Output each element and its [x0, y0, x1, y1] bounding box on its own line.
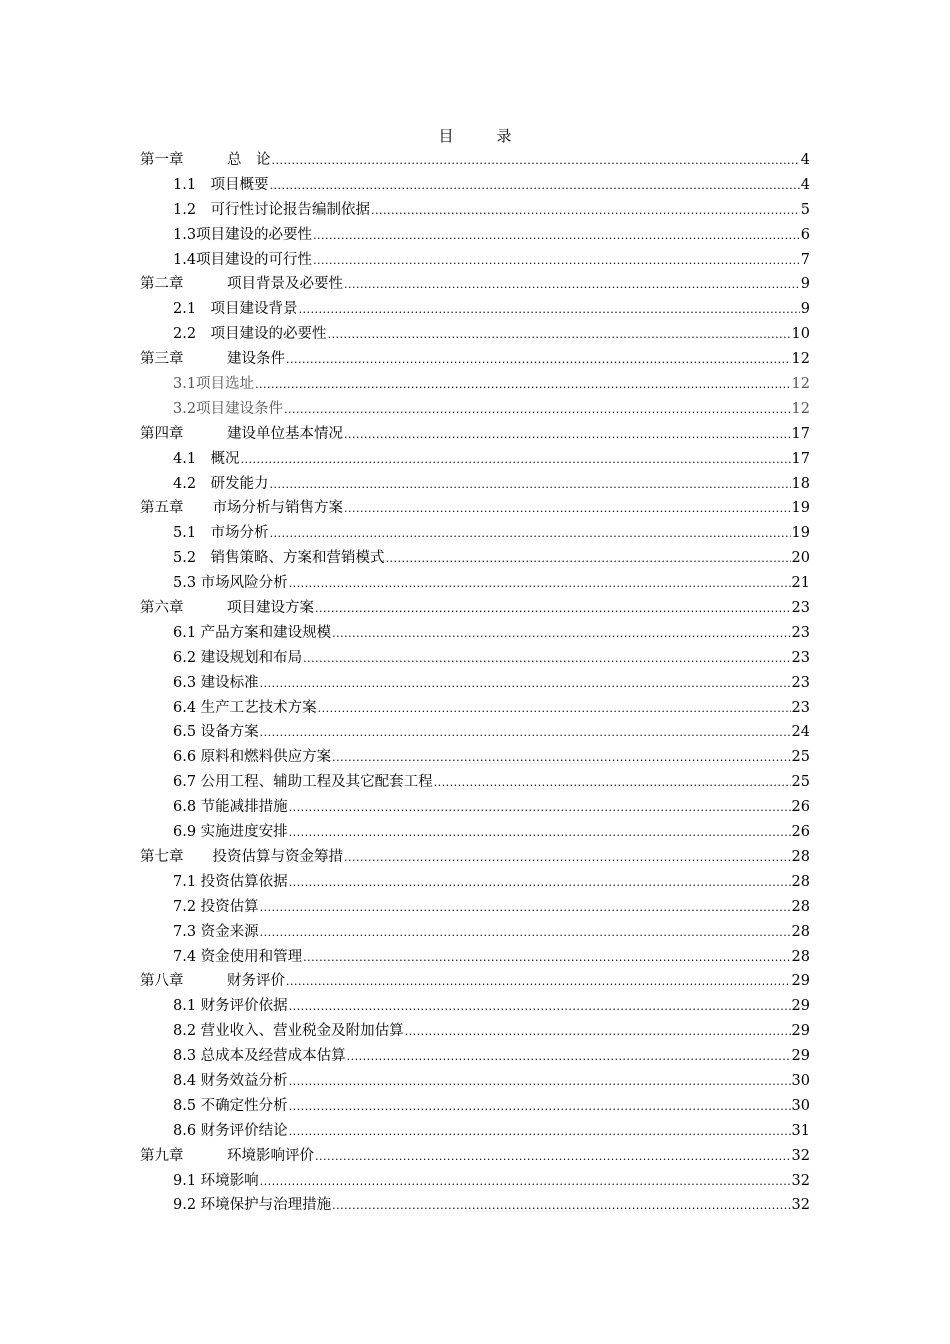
toc-section-entry[interactable]: [140, 1094, 810, 1119]
toc-dot-leader: [347, 1045, 791, 1070]
toc-entry-label: 2.1 项目建设背景: [173, 301, 298, 318]
toc-dot-leader: [270, 473, 791, 498]
toc-entry-page-number: 10: [791, 326, 810, 343]
toc-entry-label: 1.1 项目概要: [173, 176, 269, 193]
toc-section-entry[interactable]: [140, 546, 810, 571]
toc-entry-page-number: 23: [791, 624, 810, 641]
toc-section-entry[interactable]: [140, 1193, 810, 1218]
toc-entry-page-number: 29: [791, 1023, 810, 1040]
toc-entry-page-number: 26: [791, 824, 810, 841]
toc-dot-leader: [289, 1095, 791, 1120]
toc-dot-leader: [344, 497, 791, 522]
toc-section-entry[interactable]: [140, 820, 810, 845]
toc-entry-page-number: 6: [800, 226, 810, 243]
toc-chapter-entry[interactable]: [140, 148, 810, 173]
toc-section-entry[interactable]: [140, 372, 810, 397]
toc-entry-page-number: 29: [791, 1048, 810, 1065]
toc-section-entry[interactable]: [140, 571, 810, 596]
toc-entry-page-number: 5: [800, 201, 810, 218]
toc-entry-label: 5.3 市场风险分析: [173, 575, 288, 592]
toc-entry-page-number: 12: [791, 376, 810, 393]
toc-entry-label: 3.2项目建设条件: [173, 400, 284, 417]
toc-entry-page-number: 20: [791, 550, 810, 567]
toc-dot-leader: [371, 199, 800, 224]
toc-dot-leader: [332, 622, 790, 647]
toc-entry-label: 第一章 总 论: [140, 152, 271, 168]
toc-entry-label: 6.7 公用工程、辅助工程及其它配套工程: [173, 774, 433, 791]
toc-dot-leader: [332, 746, 790, 771]
toc-entry-page-number: 30: [791, 1097, 810, 1114]
toc-entry-label: 3.1项目选址: [173, 376, 255, 393]
toc-entry-label: 7.1 投资估算依据: [173, 873, 288, 890]
toc-dot-leader: [289, 1120, 791, 1145]
toc-entry-page-number: 28: [791, 898, 810, 915]
toc-entry-page-number: 28: [791, 848, 810, 865]
toc-dot-leader: [286, 970, 791, 995]
toc-dot-leader: [344, 423, 791, 448]
toc-section-entry[interactable]: [140, 945, 810, 970]
toc-entry-page-number: 21: [791, 575, 810, 592]
toc-entry-label: 1.3项目建设的必要性: [173, 226, 313, 243]
toc-entry-label: 1.2 可行性讨论报告编制依据: [173, 201, 371, 218]
toc-entry-page-number: 28: [791, 873, 810, 890]
toc-entry-label: 8.4 财务效益分析: [173, 1072, 288, 1089]
toc-section-entry[interactable]: [140, 745, 810, 770]
toc-entry-label: 9.2 环境保护与治理措施: [173, 1197, 332, 1214]
toc-section-entry[interactable]: [140, 1019, 810, 1044]
toc-dot-leader: [299, 298, 800, 323]
toc-entry-label: 2.2 项目建设的必要性: [173, 326, 327, 343]
toc-section-entry[interactable]: [140, 1119, 810, 1144]
toc-entry-label: 第九章 环境影响评价: [140, 1147, 314, 1164]
toc-entry-page-number: 29: [791, 998, 810, 1015]
toc-dot-leader: [332, 1194, 790, 1219]
toc-dot-leader: [315, 597, 791, 622]
toc-entry-label: 4.2 研发能力: [173, 475, 269, 492]
toc-entry-page-number: 32: [791, 1147, 810, 1164]
toc-entry-label: 第四章 建设单位基本情况: [140, 425, 343, 442]
toc-chapter-entry[interactable]: [140, 969, 810, 994]
toc-dot-leader: [289, 572, 791, 597]
toc-entry-page-number: 7: [800, 251, 810, 268]
toc-entry-label: 6.5 设备方案: [173, 724, 259, 741]
toc-section-entry[interactable]: [140, 994, 810, 1019]
toc-dot-leader: [289, 871, 791, 896]
toc-entry-label: 7.4 资金使用和管理: [173, 948, 303, 965]
toc-entry-label: 6.2 建设规划和布局: [173, 649, 303, 666]
toc-dot-leader: [315, 1145, 791, 1170]
toc-section-entry[interactable]: [140, 1069, 810, 1094]
toc-section-entry[interactable]: [140, 322, 810, 347]
toc-entry-page-number: 4: [800, 176, 810, 193]
toc-section-entry[interactable]: [140, 447, 810, 472]
toc-dot-leader: [284, 398, 790, 423]
toc-dot-leader: [270, 522, 791, 547]
toc-entry-label: 6.4 生产工艺技术方案: [173, 699, 317, 716]
toc-entry-page-number: 28: [791, 948, 810, 965]
toc-dot-leader: [303, 946, 790, 971]
toc-dot-leader: [344, 273, 800, 298]
toc-section-entry[interactable]: [140, 472, 810, 497]
toc-dot-leader: [260, 921, 791, 946]
toc-section-entry[interactable]: [140, 920, 810, 945]
toc-dot-leader: [255, 373, 790, 398]
toc-entry-page-number: 17: [791, 450, 810, 467]
toc-dot-leader: [289, 1070, 791, 1095]
toc-dot-leader: [270, 174, 800, 199]
toc-entry-page-number: 23: [791, 674, 810, 691]
toc-dot-leader: [260, 672, 791, 697]
toc-dot-leader: [260, 721, 791, 746]
toc-dot-leader: [313, 249, 800, 274]
toc-entry-label: 8.5 不确定性分析: [173, 1097, 288, 1114]
toc-entry-label: 第五章 市场分析与销售方案: [140, 500, 343, 517]
toc-section-entry[interactable]: [140, 297, 810, 322]
toc-entry-page-number: 9: [800, 276, 810, 293]
toc-chapter-entry[interactable]: [140, 422, 810, 447]
toc-entry-page-number: 23: [791, 600, 810, 617]
toc-entry-page-number: 17: [791, 425, 810, 442]
toc-dot-leader: [260, 896, 791, 921]
toc-section-entry[interactable]: [140, 1169, 810, 1194]
toc-entry-label: 6.1 产品方案和建设规模: [173, 624, 332, 641]
toc-chapter-entry[interactable]: [140, 272, 810, 297]
toc-section-entry[interactable]: [140, 521, 810, 546]
toc-section-entry[interactable]: [140, 173, 810, 198]
toc-entry-label: 第二章 项目背景及必要性: [140, 276, 343, 293]
toc-entry-page-number: 32: [791, 1172, 810, 1189]
toc-entry-page-number: 12: [791, 400, 810, 417]
toc-section-entry[interactable]: [140, 397, 810, 422]
toc-entry-label: 4.1 概况: [173, 450, 240, 467]
toc-entry-page-number: 9: [800, 301, 810, 318]
toc-chapter-entry[interactable]: [140, 496, 810, 521]
toc-dot-leader: [434, 771, 791, 796]
table-of-contents: [140, 148, 810, 1218]
toc-section-entry[interactable]: [140, 621, 810, 646]
toc-entry-label: 8.2 营业收入、营业税金及附加估算: [173, 1023, 404, 1040]
toc-section-entry[interactable]: [140, 198, 810, 223]
toc-entry-label: 8.3 总成本及经营成本估算: [173, 1048, 346, 1065]
toc-dot-leader: [303, 647, 790, 672]
toc-section-entry[interactable]: [140, 720, 810, 745]
toc-entry-page-number: 24: [791, 724, 810, 741]
toc-entry-page-number: 25: [791, 749, 810, 766]
toc-entry-page-number: 19: [791, 500, 810, 517]
toc-dot-leader: [289, 995, 791, 1020]
toc-entry-label: 6.3 建设标准: [173, 674, 259, 691]
toc-entry-label: 1.4项目建设的可行性: [173, 251, 313, 268]
toc-entry-label: 6.6 原料和燃料供应方案: [173, 749, 332, 766]
toc-entry-page-number: 29: [791, 973, 810, 990]
toc-entry-label: 8.6 财务评价结论: [173, 1122, 288, 1139]
toc-section-entry[interactable]: [140, 895, 810, 920]
toc-dot-leader: [386, 547, 791, 572]
toc-entry-label: 5.1 市场分析: [173, 525, 269, 542]
toc-entry-page-number: 18: [791, 475, 810, 492]
toc-chapter-entry[interactable]: [140, 596, 810, 621]
toc-dot-leader: [405, 1020, 791, 1045]
toc-entry-page-number: 31: [791, 1122, 810, 1139]
toc-section-entry[interactable]: [140, 248, 810, 273]
toc-section-entry[interactable]: [140, 770, 810, 795]
toc-entry-page-number: 30: [791, 1072, 810, 1089]
toc-entry-label: 7.3 资金来源: [173, 923, 259, 940]
toc-entry-page-number: 26: [791, 799, 810, 816]
toc-dot-leader: [241, 448, 791, 473]
toc-section-entry[interactable]: [140, 696, 810, 721]
toc-dot-leader: [272, 149, 800, 174]
toc-section-entry[interactable]: [140, 1044, 810, 1069]
toc-title: 目 录: [438, 127, 526, 145]
toc-section-entry[interactable]: [140, 646, 810, 671]
toc-dot-leader: [313, 224, 800, 249]
toc-entry-page-number: 4: [800, 152, 810, 168]
toc-dot-leader: [344, 846, 791, 871]
toc-entry-label: 5.2 销售策略、方案和营销模式: [173, 550, 385, 567]
toc-entry-page-number: 23: [791, 649, 810, 666]
toc-entry-page-number: 12: [791, 351, 810, 368]
toc-section-entry[interactable]: [140, 223, 810, 248]
toc-entry-label: 8.1 财务评价依据: [173, 998, 288, 1015]
toc-dot-leader: [328, 323, 791, 348]
toc-section-entry[interactable]: [140, 870, 810, 895]
toc-entry-label: 第七章 投资估算与资金筹措: [140, 848, 343, 865]
toc-entry-label: 6.9 实施进度安排: [173, 824, 288, 841]
toc-entry-label: 第六章 项目建设方案: [140, 600, 314, 617]
toc-entry-label: 第三章 建设条件: [140, 351, 285, 368]
toc-section-entry[interactable]: [140, 671, 810, 696]
toc-entry-label: 9.1 环境影响: [173, 1172, 259, 1189]
toc-entry-page-number: 25: [791, 774, 810, 791]
toc-entry-label: 6.8 节能减排措施: [173, 799, 288, 816]
toc-entry-label: 7.2 投资估算: [173, 898, 259, 915]
toc-dot-leader: [318, 697, 791, 722]
toc-entry-page-number: 23: [791, 699, 810, 716]
toc-entry-page-number: 19: [791, 525, 810, 542]
toc-entry-label: 第八章 财务评价: [140, 973, 285, 990]
toc-dot-leader: [286, 348, 791, 373]
toc-chapter-entry[interactable]: [140, 845, 810, 870]
toc-chapter-entry[interactable]: [140, 1144, 810, 1169]
toc-entry-page-number: 32: [791, 1197, 810, 1214]
toc-dot-leader: [289, 796, 791, 821]
toc-dot-leader: [289, 821, 791, 846]
toc-entry-page-number: 28: [791, 923, 810, 940]
toc-section-entry[interactable]: [140, 795, 810, 820]
toc-chapter-entry[interactable]: [140, 347, 810, 372]
toc-dot-leader: [260, 1170, 791, 1195]
